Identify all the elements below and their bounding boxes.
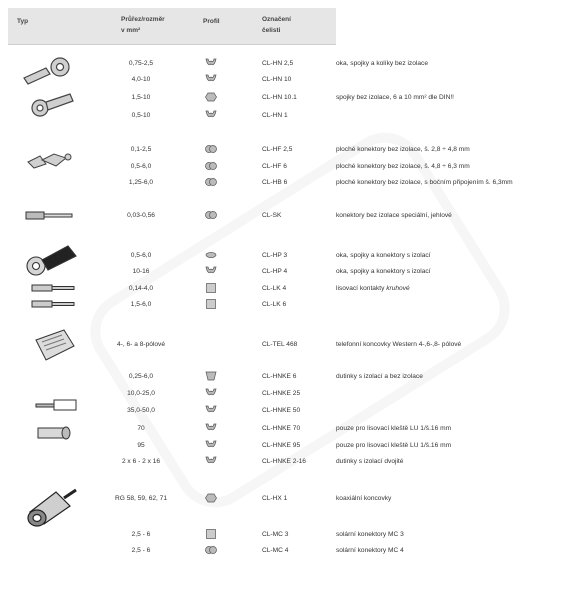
range-cell: 0,5-6,0 [130,163,152,170]
range-cell: 2 x 6 - 2 x 16 [121,458,161,465]
desc-cell: lisovací kontakty kruhové [336,285,410,292]
double-round-icon [205,545,217,555]
oval-icon [205,250,217,260]
range-cell: 0,5-6,0 [130,252,152,259]
desc-cell: telefonní koncovky Western 4-,6-,8- pólové [336,341,462,348]
flat-connector-icon [26,148,76,170]
range-cell: 10,0-25,0 [127,390,155,397]
double-round-icon [205,144,217,154]
header-code-2: čelisti [262,27,281,34]
western-plug-icon [32,326,78,364]
double-round-icon [205,210,217,220]
w-shape-icon [205,110,217,120]
range-cell: 0,5-10 [131,112,151,119]
ring-terminal-icon [20,56,80,86]
w-shape-icon [205,58,217,68]
header-range-1: Průřez/rozměr [121,16,165,23]
range-cell: 95 [137,442,145,449]
desc-cell: solární konektory MC 4 [336,547,404,554]
code-cell: CL-HF 2,5 [262,146,293,153]
insulated-ring-terminal-icon [24,240,84,276]
code-cell: CL-MC 4 [262,547,289,554]
code-cell: CL-HNKE 25 [262,390,301,397]
desc-cell: oka, spojky a konektory s izolací [336,252,431,259]
desc-cell: oka, spojky a kolíky bez izolace [336,60,428,67]
w-shape-icon [205,388,217,398]
code-cell: CL-LK 6 [262,301,287,308]
code-cell: CL-HP 3 [262,252,288,259]
desc-cell: pouze pro lisovací kleště LU 1/š.16 mm [336,442,452,449]
code-cell: CL-HB 6 [262,179,288,186]
desc-italic: kruhové [386,285,410,292]
desc-cell: spojky bez izolace, 6 a 10 mm² dle DIN!! [336,94,455,101]
range-cell: 2,5 - 6 [131,547,151,554]
desc-cell: ploché konektory bez izolace, š. 2,8 ÷ 4,8 mm [336,146,470,153]
desc-cell: ploché konektory bez izolace, š. 4,8 ÷ 6,3 mm [336,163,470,170]
code-cell: CL-HF 6 [262,163,287,170]
range-cell: 0,03-0,56 [127,212,155,219]
double-round-icon [205,161,217,171]
code-cell: CL-SK [262,212,282,219]
code-cell: CL-HP 4 [262,268,288,275]
round-contact-icon-2 [30,299,76,309]
desc-cell: ploché konektory bez izolace, s bočním připojením š. 6,3mm [336,179,513,186]
hexagon-icon [205,493,217,503]
code-cell: CL-HN 1 [262,112,288,119]
range-cell: 4-, 6- a 8-pólové [116,341,165,348]
desc-cell: dutinky s izolací dvojité [336,458,404,465]
trapezoid-icon [205,371,217,381]
code-cell: CL-TEL 468 [262,341,298,348]
square-icon [205,299,217,309]
table-header [8,8,336,45]
range-cell: 10-16 [132,268,150,275]
w-shape-icon [205,405,217,415]
range-cell: 2,5 - 6 [131,531,151,538]
ferrule-icon [32,398,80,412]
hexagon-icon [205,92,217,102]
range-cell: 0,25-6,0 [128,373,154,380]
header-range-2: v mm² [121,27,141,34]
large-ferrule-icon [34,424,76,442]
code-cell: CL-HNKE 70 [262,425,301,432]
code-cell: CL-LK 4 [262,285,287,292]
double-round-icon [205,177,217,187]
desc-cell: dutinky s izolací a bez izolace [336,373,423,380]
range-cell: 70 [137,425,145,432]
pin-connector-icon [24,208,76,222]
desc-cell: koaxiální koncovky [336,495,392,502]
range-cell: 1,25-6,0 [128,179,154,186]
range-cell: 1,5-10 [131,94,151,101]
desc-cell: oka, spojky a konektory s izolací [336,268,431,275]
desc-cell: solární konektory MC 3 [336,531,404,538]
code-cell: CL-HN 10.1 [262,94,297,101]
code-cell: CL-HNKE 50 [262,407,301,414]
code-cell: CL-HNKE 2-16 [262,458,306,465]
w-shape-icon [205,423,217,433]
code-cell: CL-HN 10 [262,76,292,83]
w-shape-icon [205,456,217,466]
w-shape-icon [205,440,217,450]
range-cell: 0,14-4,0 [128,285,154,292]
range-cell: 0,75-2,5 [128,60,154,67]
desc-cell: pouze pro lisovací kleště LU 1/š.16 mm [336,425,452,432]
w-shape-icon [205,74,217,84]
code-cell: CL-HX 1 [262,495,288,502]
w-shape-icon [205,266,217,276]
square-icon [205,283,217,293]
range-cell: 4,0-10 [131,76,151,83]
code-cell: CL-HNKE 95 [262,442,301,449]
coax-connector-icon [24,482,80,528]
header-typ: Typ [17,18,29,25]
desc-cell: konektory bez izolace speciální, jehlové [336,212,452,219]
header-code-1: Označení [262,16,291,23]
code-cell: CL-HNKE 6 [262,373,297,380]
range-cell: 1,5-6,0 [130,301,152,308]
header-profil: Profil [203,18,220,25]
ring-lug-icon [26,88,86,118]
range-cell: 0,1-2,5 [130,146,152,153]
round-contact-icon [30,283,76,293]
code-cell: CL-MC 3 [262,531,289,538]
range-cell: RG 58, 59, 62, 71 [114,495,168,502]
square-icon [205,529,217,539]
code-cell: CL-HN 2,5 [262,60,294,67]
range-cell: 35,0-50,0 [127,407,155,414]
